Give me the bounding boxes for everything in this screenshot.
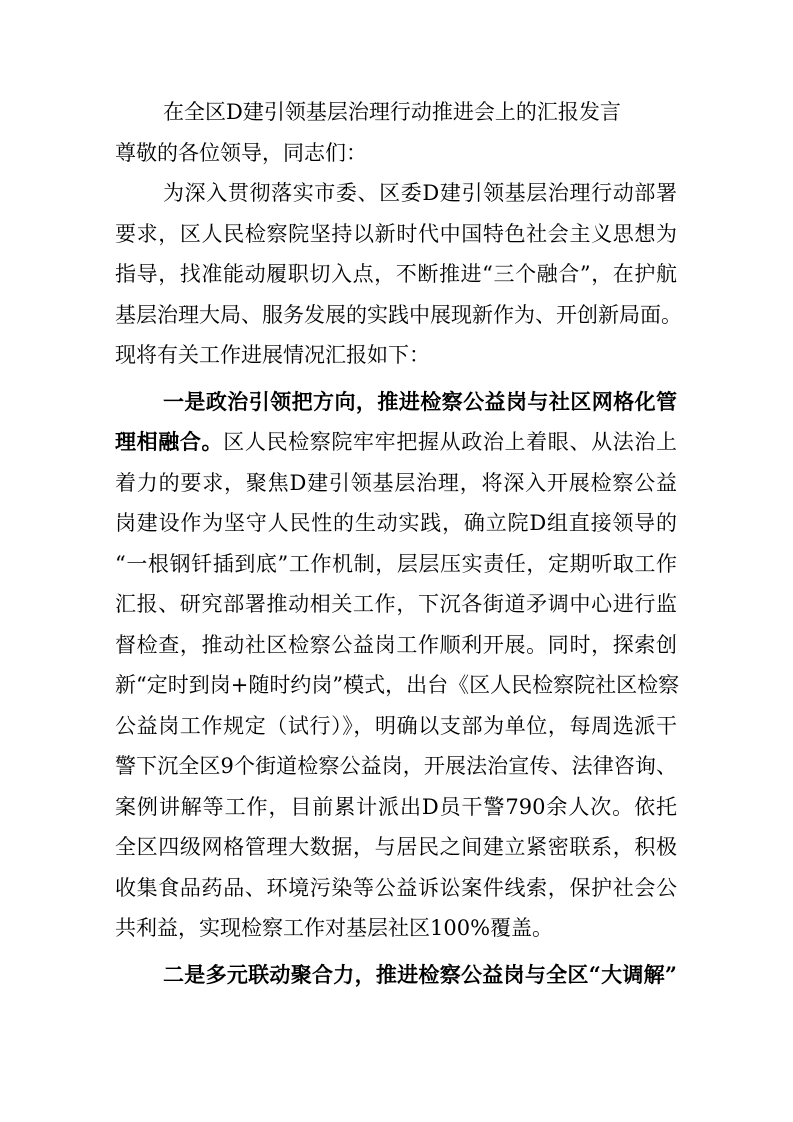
intro-line: 为深入贯彻落实市委、区委D建引领基层治理行动部署 <box>163 181 677 205</box>
salutation: 尊敬的各位领导，同志们： <box>115 140 367 165</box>
intro-line: 现将有关工作进展情况汇报如下： <box>115 343 430 367</box>
section-1-heading: 一是政治引领把方向，推进检察公益岗与社区网格化管 <box>163 388 677 414</box>
intro-line: 基层治理大局、服务发展的实践中展现新作为、开创新局面。 <box>115 302 682 327</box>
document-title: 在全区D建引领基层治理行动推进会上的汇报发言 <box>163 100 621 124</box>
section-1-line: 全区四级网格管理大数据，与居民之间建立紧密联系，积极 <box>115 835 677 859</box>
section-1-paragraph <box>115 382 680 949</box>
intro-line: 指导，找准能动履职切入点，不断推进“三个融合”，在护航 <box>115 262 677 286</box>
intro-line: 要求，区人民检察院坚持以新时代中国特色社会主义思想为 <box>115 221 677 246</box>
section-1-line: “一根钢钎插到底”工作机制，层层压实责任，定期听取工作 <box>115 551 677 576</box>
section-1-text: 区人民检察院牢牢把握从政治上着眼、从法治上 <box>223 430 678 454</box>
section-1-line: 警下沉全区9个街道检察公益岗，开展法治宣传、法律咨询、 <box>115 754 677 778</box>
section-1-line: 公益岗工作规定（试行）》，明确以支部为单位，每周选派干 <box>115 713 677 738</box>
intro-paragraph <box>115 173 682 376</box>
section-1-line: 着力的要求，聚焦D建引领基层治理，将深入开展检察公益 <box>115 470 677 495</box>
section-1-line <box>115 422 677 463</box>
section-1-line: 共利益，实现检察工作对基层社区100%覆盖。 <box>115 916 554 940</box>
section-1-heading-end: 理相融合。 <box>115 429 224 454</box>
section-1-line: 收集食品药品、环境污染等公益诉讼案件线索，保护社会公 <box>115 875 677 900</box>
section-2-paragraph <box>115 955 677 996</box>
section-1-line: 岗建设作为坚守人民性的生动实践，确立院D组直接领导的 <box>115 511 677 535</box>
section-1-line: 汇报、研究部署推动相关工作，下沉各街道矛调中心进行监 <box>115 592 677 616</box>
section-1-line: 督检查，推动社区检察公益岗工作顺利开展。同时，探索创 <box>115 632 677 657</box>
section-1-line: 案例讲解等工作，目前累计派出D员干警790余人次。依托 <box>115 794 677 819</box>
document-body <box>115 92 682 995</box>
section-2-heading: 二是多元联动聚合力，推进检察公益岗与全区“大调解” <box>163 961 677 987</box>
section-1-line: 新“定时到岗+随时约岗”模式，出台《区人民检察院社区检察 <box>115 673 680 697</box>
